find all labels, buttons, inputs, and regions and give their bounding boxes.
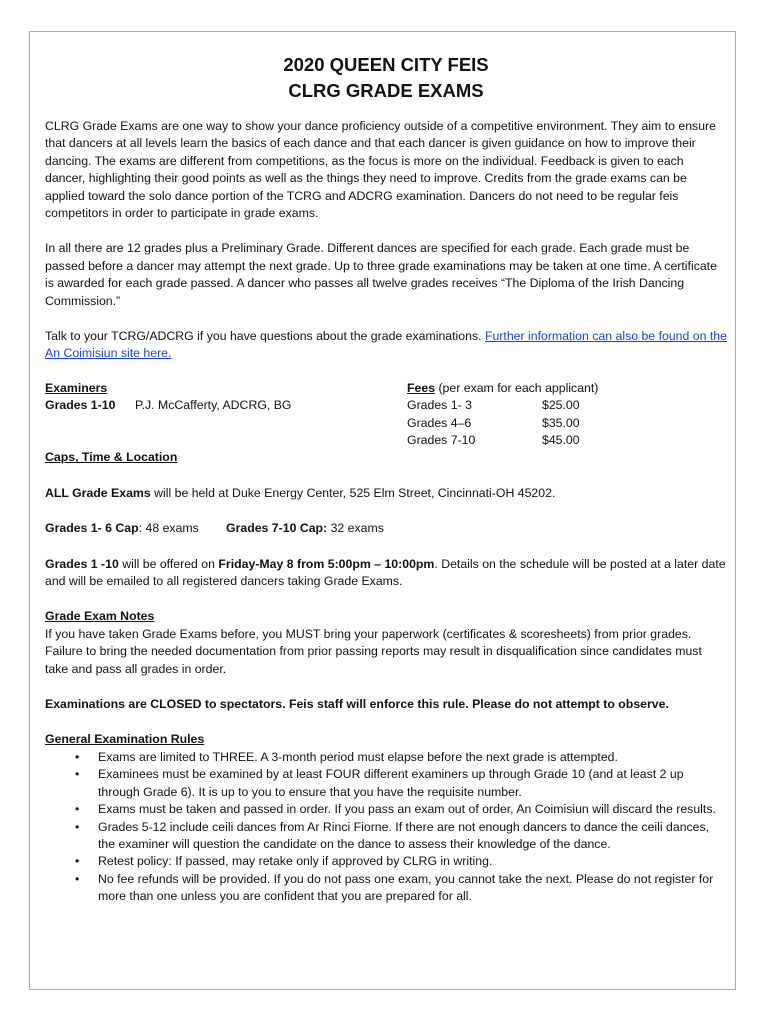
examiner-grades-label: Grades 1-10 (45, 398, 116, 413)
rule-text: No fee refunds will be provided. If you do not pass one exam, you cannot take the next. Please do not register for more than one unless you are confident that you are prepared for all. (98, 871, 714, 904)
title-line-1: 2020 QUEEN CITY FEIS (283, 54, 489, 75)
caps-heading: Caps, Time & Location (45, 450, 178, 465)
fees-heading-line (407, 380, 598, 397)
an-coimisiun-link[interactable]: Further information can also be found on the An Coimisiun site here. (45, 329, 727, 361)
fee-row-grades: Grades 1- 3 (407, 398, 472, 413)
fee-row-price: $45.00 (542, 433, 580, 448)
location-line (45, 485, 727, 502)
fee-row-price: $25.00 (542, 398, 580, 413)
list-item (45, 801, 727, 818)
rules-heading: General Examination Rules (45, 732, 205, 747)
document-body (45, 52, 727, 906)
fee-row-grades: Grades 4–6 (407, 415, 472, 430)
schedule-paragraph (45, 556, 727, 591)
schedule-bold-grades: Grades 1 -10 (45, 556, 119, 571)
rule-text: Exams are limited to THREE. A 3-month period must elapse before the next grade is attempted. (98, 749, 618, 764)
cap-2 (226, 520, 384, 537)
rule-text: Examinees must be examined by at least FOUR different examiners up through Grade 10 (and at least 2 up through Grade 6). It is up to you to ensure that you have the requisite number. (98, 767, 684, 799)
fees-subheading: (per exam for each applicant) (435, 380, 599, 395)
location-rest: will be held at Duke Energy Center, 525 Elm Street, Cincinnati-OH 45202. (150, 485, 556, 500)
bullet-icon: • (75, 749, 80, 764)
intro-paragraph-3 (45, 328, 727, 363)
cap-1-label: Grades 1- 6 Cap (45, 521, 139, 536)
bullet-icon: • (75, 819, 80, 834)
cap-2-value: 32 exams (327, 521, 384, 536)
list-item (45, 766, 727, 801)
rule-text: Exams must be taken and passed in order. If you pass an exam out of order, An Coimisiun will discard the results. (98, 802, 716, 817)
intro-paragraph-3-text: Talk to your TCRG/ADCRG if you have questions about the grade examinations. (45, 329, 485, 344)
schedule-bold-date: Friday-May 8 from 5:00pm – 10:00pm (218, 556, 435, 571)
intro-paragraph-1: CLRG Grade Exams are one way to show your dance proficiency outside of a competitive environment. They aim to ensure that dancers at all levels learn the basics of each dance and that each dancer is given guidance on how to improve their dancing. The exams are different from competitions, as the focus is more on the individual. Feedback is given to each dancer, highlighting their good points as well as the things they need to improve. Credits from the grade exams can be applied toward the solo dance portion of the TCRG and ADCRG examination. Dancers do not need to be regular feis competitors in order to participate in grade exams. (45, 119, 716, 221)
rule-text: Retest policy: If passed, may retake only if approved by CLRG in writing. (98, 854, 493, 869)
list-item (45, 871, 727, 906)
rules-list (45, 749, 727, 906)
cap-1-value: : 48 exams (138, 521, 199, 536)
list-item (45, 819, 727, 854)
examiner-name: P.J. McCafferty, ADCRG, BG (135, 398, 292, 413)
location-bold: ALL Grade Exams (45, 485, 151, 500)
rule-text: Grades 5-12 include ceili dances from Ar Rinci Fiorne. If there are not enough dancers to dance the ceili dances, the examiner will question the candidate on the dance to assess their knowledge of the dance. (98, 819, 710, 851)
title-line-2: CLRG GRADE EXAMS (288, 80, 484, 101)
bullet-icon: • (75, 871, 80, 886)
bullet-icon: • (75, 802, 80, 817)
schedule-rest: . Details on the schedule will be posted at a later date and will be emailed to all registered dancers taking Grade Exams. (45, 556, 726, 589)
schedule-mid: will be offered on (118, 556, 219, 571)
cap-1 (45, 520, 199, 537)
fee-row-grades: Grades 7-10 (407, 433, 476, 448)
bullet-icon: • (75, 767, 80, 782)
list-item (45, 749, 727, 766)
cap-2-label: Grades 7-10 Cap: (226, 521, 328, 536)
examiners-heading: Examiners (45, 380, 108, 395)
intro-paragraph-2: In all there are 12 grades plus a Preliminary Grade. Different dances are specified for each grade. Each grade must be passed before a dancer may attempt the next grade. Up to three grade examinations may be taken at one time. A certificate is awarded for each grade passed. A dancer who passes all twelve grades receives “The Diploma of the Irish Dancing Commission.” (45, 241, 717, 308)
list-item (45, 853, 727, 870)
bullet-icon: • (75, 854, 80, 869)
caps-row (45, 520, 727, 537)
fee-row-price: $35.00 (542, 415, 580, 430)
examiners-fees-block (45, 380, 727, 467)
closed-notice: Examinations are CLOSED to spectators. Feis staff will enforce this rule. Please do not attempt to observe. (45, 697, 669, 712)
fees-heading: Fees (407, 380, 436, 395)
notes-text: If you have taken Grade Exams before, you MUST bring your paperwork (certificates & scoresheets) from prior grades. Failure to bring the needed documentation from prior passing reports may result in disqualification since candidates must take and pass all grades in order. (45, 626, 702, 676)
notes-heading: Grade Exam Notes (45, 609, 155, 624)
